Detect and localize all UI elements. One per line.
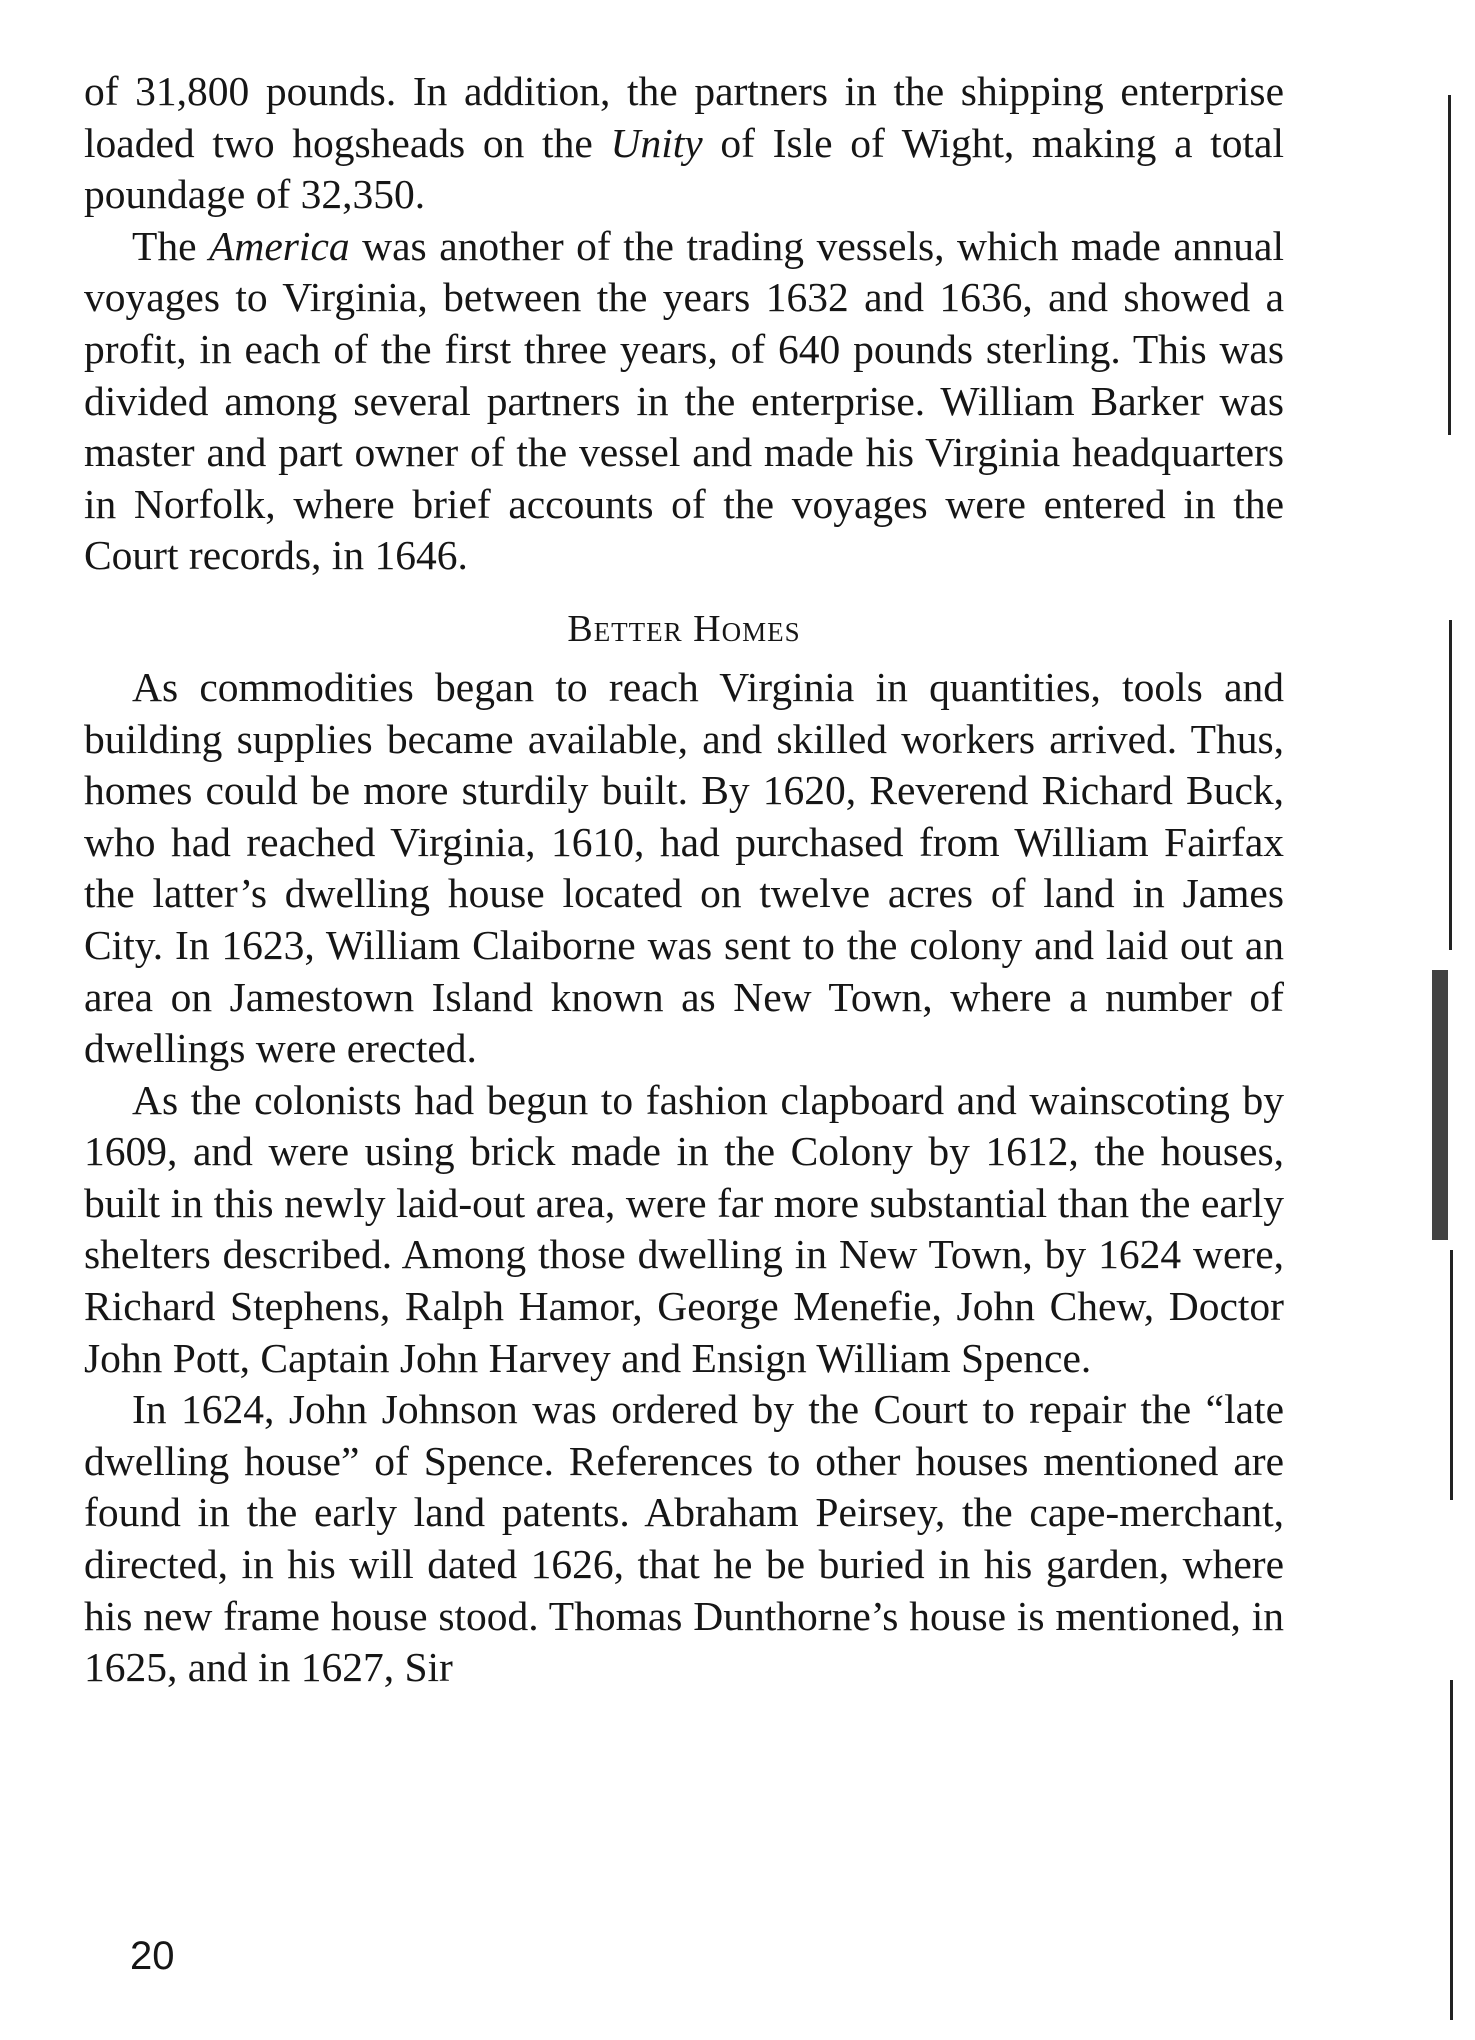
text-block-before-heading <box>84 66 1284 582</box>
scan-edge-mark <box>1449 620 1452 950</box>
text-run: The <box>132 222 210 269</box>
section-heading: Better Homes <box>567 607 801 650</box>
paragraph <box>84 662 1284 1075</box>
paragraph <box>84 1075 1284 1385</box>
text-run: As commodities began to reach Virginia in quantities, tools and building supplies became available, and skilled workers arrived. Thus, homes could be more sturdily built. By 1620, Reverend Richard Buck, who had reached Virginia, 1610, had purchased from William Fairfax the latter’s dwelling house located on twelve acres of land in James City. In 1623, William Claiborne was sent to the colony and laid out an area on Jamestown Island known as New Town, where a number of dwellings were erected. <box>84 663 1284 1072</box>
scan-edge-mark <box>1450 1250 1453 1500</box>
italic-text: Unity <box>610 119 703 166</box>
text-block-after-heading <box>84 662 1284 1694</box>
text-run: was another of the trading vessels, which made annual voyages to Virginia, between the years 1632 and 1636, and showed a profit, in each of the first three years, of 640 pounds sterling. This was divided among several partners in the enterprise. William Barker was master and part owner of the vessel and made his Virginia headquarters in Norfolk, where brief accounts of the voyages were entered in the Court records, in 1646. <box>84 222 1284 579</box>
text-run: of Isle of Wight, making a total poundage of 32,350. <box>84 119 1284 218</box>
text-run: As the colonists had begun to fashion clapboard and wainscoting by 1609, and were using brick made in the Colony by 1612, the houses, built in this newly laid-out area, were far more substantial than the early shelters described. Among those dwelling in New Town, by 1624 were, Richard Stephens, Ralph Hamor, George Menefie, John Chew, Doctor John Pott, Captain John Harvey and Ensign William Spence. <box>84 1076 1284 1381</box>
paragraph <box>84 66 1284 221</box>
italic-text: America <box>209 222 350 269</box>
text-run: In 1624, John Johnson was ordered by the Court to repair the “late dwelling house” of Spence. References to other houses mentioned are found in the early land patents. Abraham Peirsey, the cape-merchant, directed, in his will dated 1626, that he be buried in his garden, where his new frame house stood. Thomas Dunthorne’s house is mentioned, in 1625, and in 1627, Sir <box>84 1386 1284 1691</box>
page-number: 20 <box>130 1934 175 1978</box>
page-body <box>84 66 1284 1694</box>
scan-edge-mark <box>1450 1680 1453 2020</box>
paragraph <box>84 1384 1284 1694</box>
paragraph <box>84 221 1284 582</box>
scan-edge-mark <box>1448 95 1451 435</box>
scan-edge-mark <box>1432 970 1448 1240</box>
text-run: of 31,800 pounds. In addition, the partners in the shipping enterprise loaded two hogsheads on the <box>84 68 1284 166</box>
